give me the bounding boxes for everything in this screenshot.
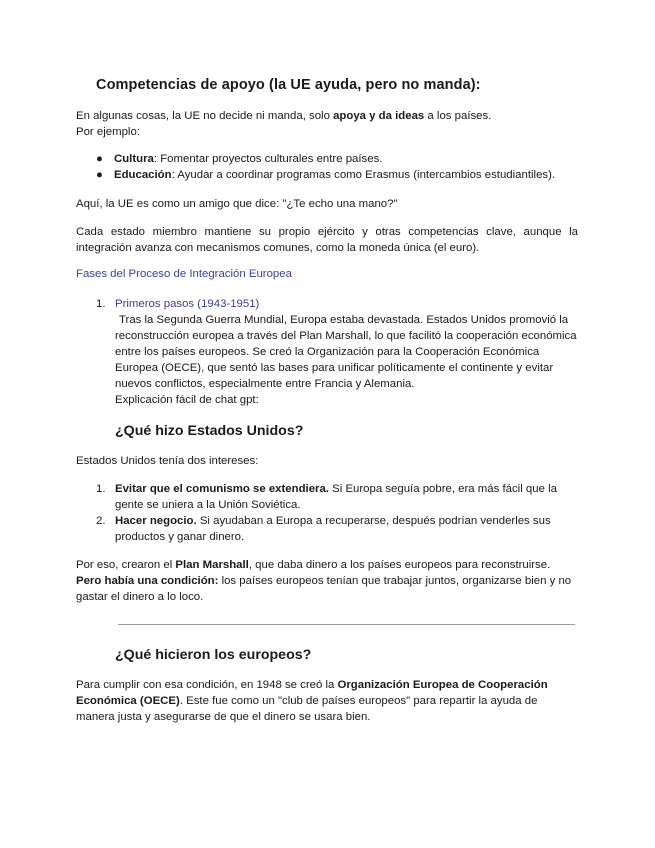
- eeuu-heading: ¿Qué hizo Estados Unidos?: [115, 423, 304, 439]
- amigo-paragraph: Aquí, la UE es como un amigo que dice: "¿Te echo una mano?": [76, 198, 398, 210]
- bullet-icon: ●: [96, 153, 103, 165]
- list-item: ● Cultura: Fomentar proyectos culturales entre países.: [96, 153, 383, 165]
- competencias-heading: Competencias de apoyo (la UE ayuda, pero no manda):: [96, 77, 481, 93]
- eeuu-intro: Estados Unidos tenía dos intereses:: [76, 455, 259, 467]
- eeuu-conclusion: Por eso, crearon el Plan Marshall, que daba dinero a los países europeos para reconstruirse. Pero había una condición: los países europeos tenían que trabajar juntos, organizarse bien y no gastar el dinero a lo loco.: [76, 559, 572, 603]
- horizontal-divider: [118, 624, 575, 625]
- fase-title[interactable]: Primeros pasos (1943-1951): [115, 298, 260, 310]
- list-item: 2. Hacer negocio. Si ayudaban a Europa a recuperarse, después podrían venderles sus productos y ganar dinero.: [96, 515, 551, 543]
- bullet-icon: ●: [96, 169, 103, 181]
- list-item: 1. Evitar que el comunismo se extendiera. Si Europa seguía pobre, era más fácil que la gente se uniera a la Unión Soviética.: [96, 483, 557, 511]
- europeos-heading: ¿Qué hicieron los europeos?: [115, 647, 312, 663]
- list-item: ● Educación: Ayudar a coordinar programas como Erasmus (intercambios estudiantiles).: [96, 169, 556, 181]
- fase-body: Tras la Segunda Guerra Mundial, Europa estaba devastada. Estados Unidos promovió la reconstrucción europea a través del Plan Marshall, lo que facilitó la cooperación económica entre los países europeos. Se creó la Organización para la Cooperación Económica Europea (OECE), que sentó las bases para unificar políticamente el continente y evitar nuevos conflictos, especialmente entre Francia y Alemania.: [115, 314, 577, 390]
- competencias-list: [92, 151, 582, 183]
- cada-estado-paragraph: Cada estado miembro mantiene su propio ejército y otras competencias clave, aunque la integración avanza con mecanismos comunes, como la moneda única (el euro).: [76, 226, 578, 254]
- eeuu-list: [96, 481, 582, 545]
- list-item: 1. Primeros pasos (1943-1951) Tras la Segunda Guerra Mundial, Europa estaba devastada. Estados Unidos promovió la reconstrucción europea a través del Plan Marshall, lo que facilitó la cooperación económica entre los países europeos. Se creó la Organización para la Cooperación Económica Europea (OECE), que sentó las bases para unificar políticamente el continente y evitar nuevos conflictos, especialmente entre Francia y Alemania. Explicación fácil de chat gpt:: [96, 298, 577, 406]
- competencias-intro: En algunas cosas, la UE no decide ni manda, solo apoya y da ideas a los países. Por ejemplo:: [76, 110, 492, 138]
- europeos-paragraph: Para cumplir con esa condición, en 1948 se creó la Organización Europea de Cooperación Económica (OECE). Este fue como un "club de países europeos" para repartir la ayuda de manera justa y asegurarse de que el dinero se usara bien.: [76, 679, 548, 723]
- fases-title[interactable]: Fases del Proceso de Integración Europea: [76, 268, 292, 280]
- fases-list: [96, 296, 582, 408]
- fase-note: Explicación fácil de chat gpt:: [115, 394, 259, 406]
